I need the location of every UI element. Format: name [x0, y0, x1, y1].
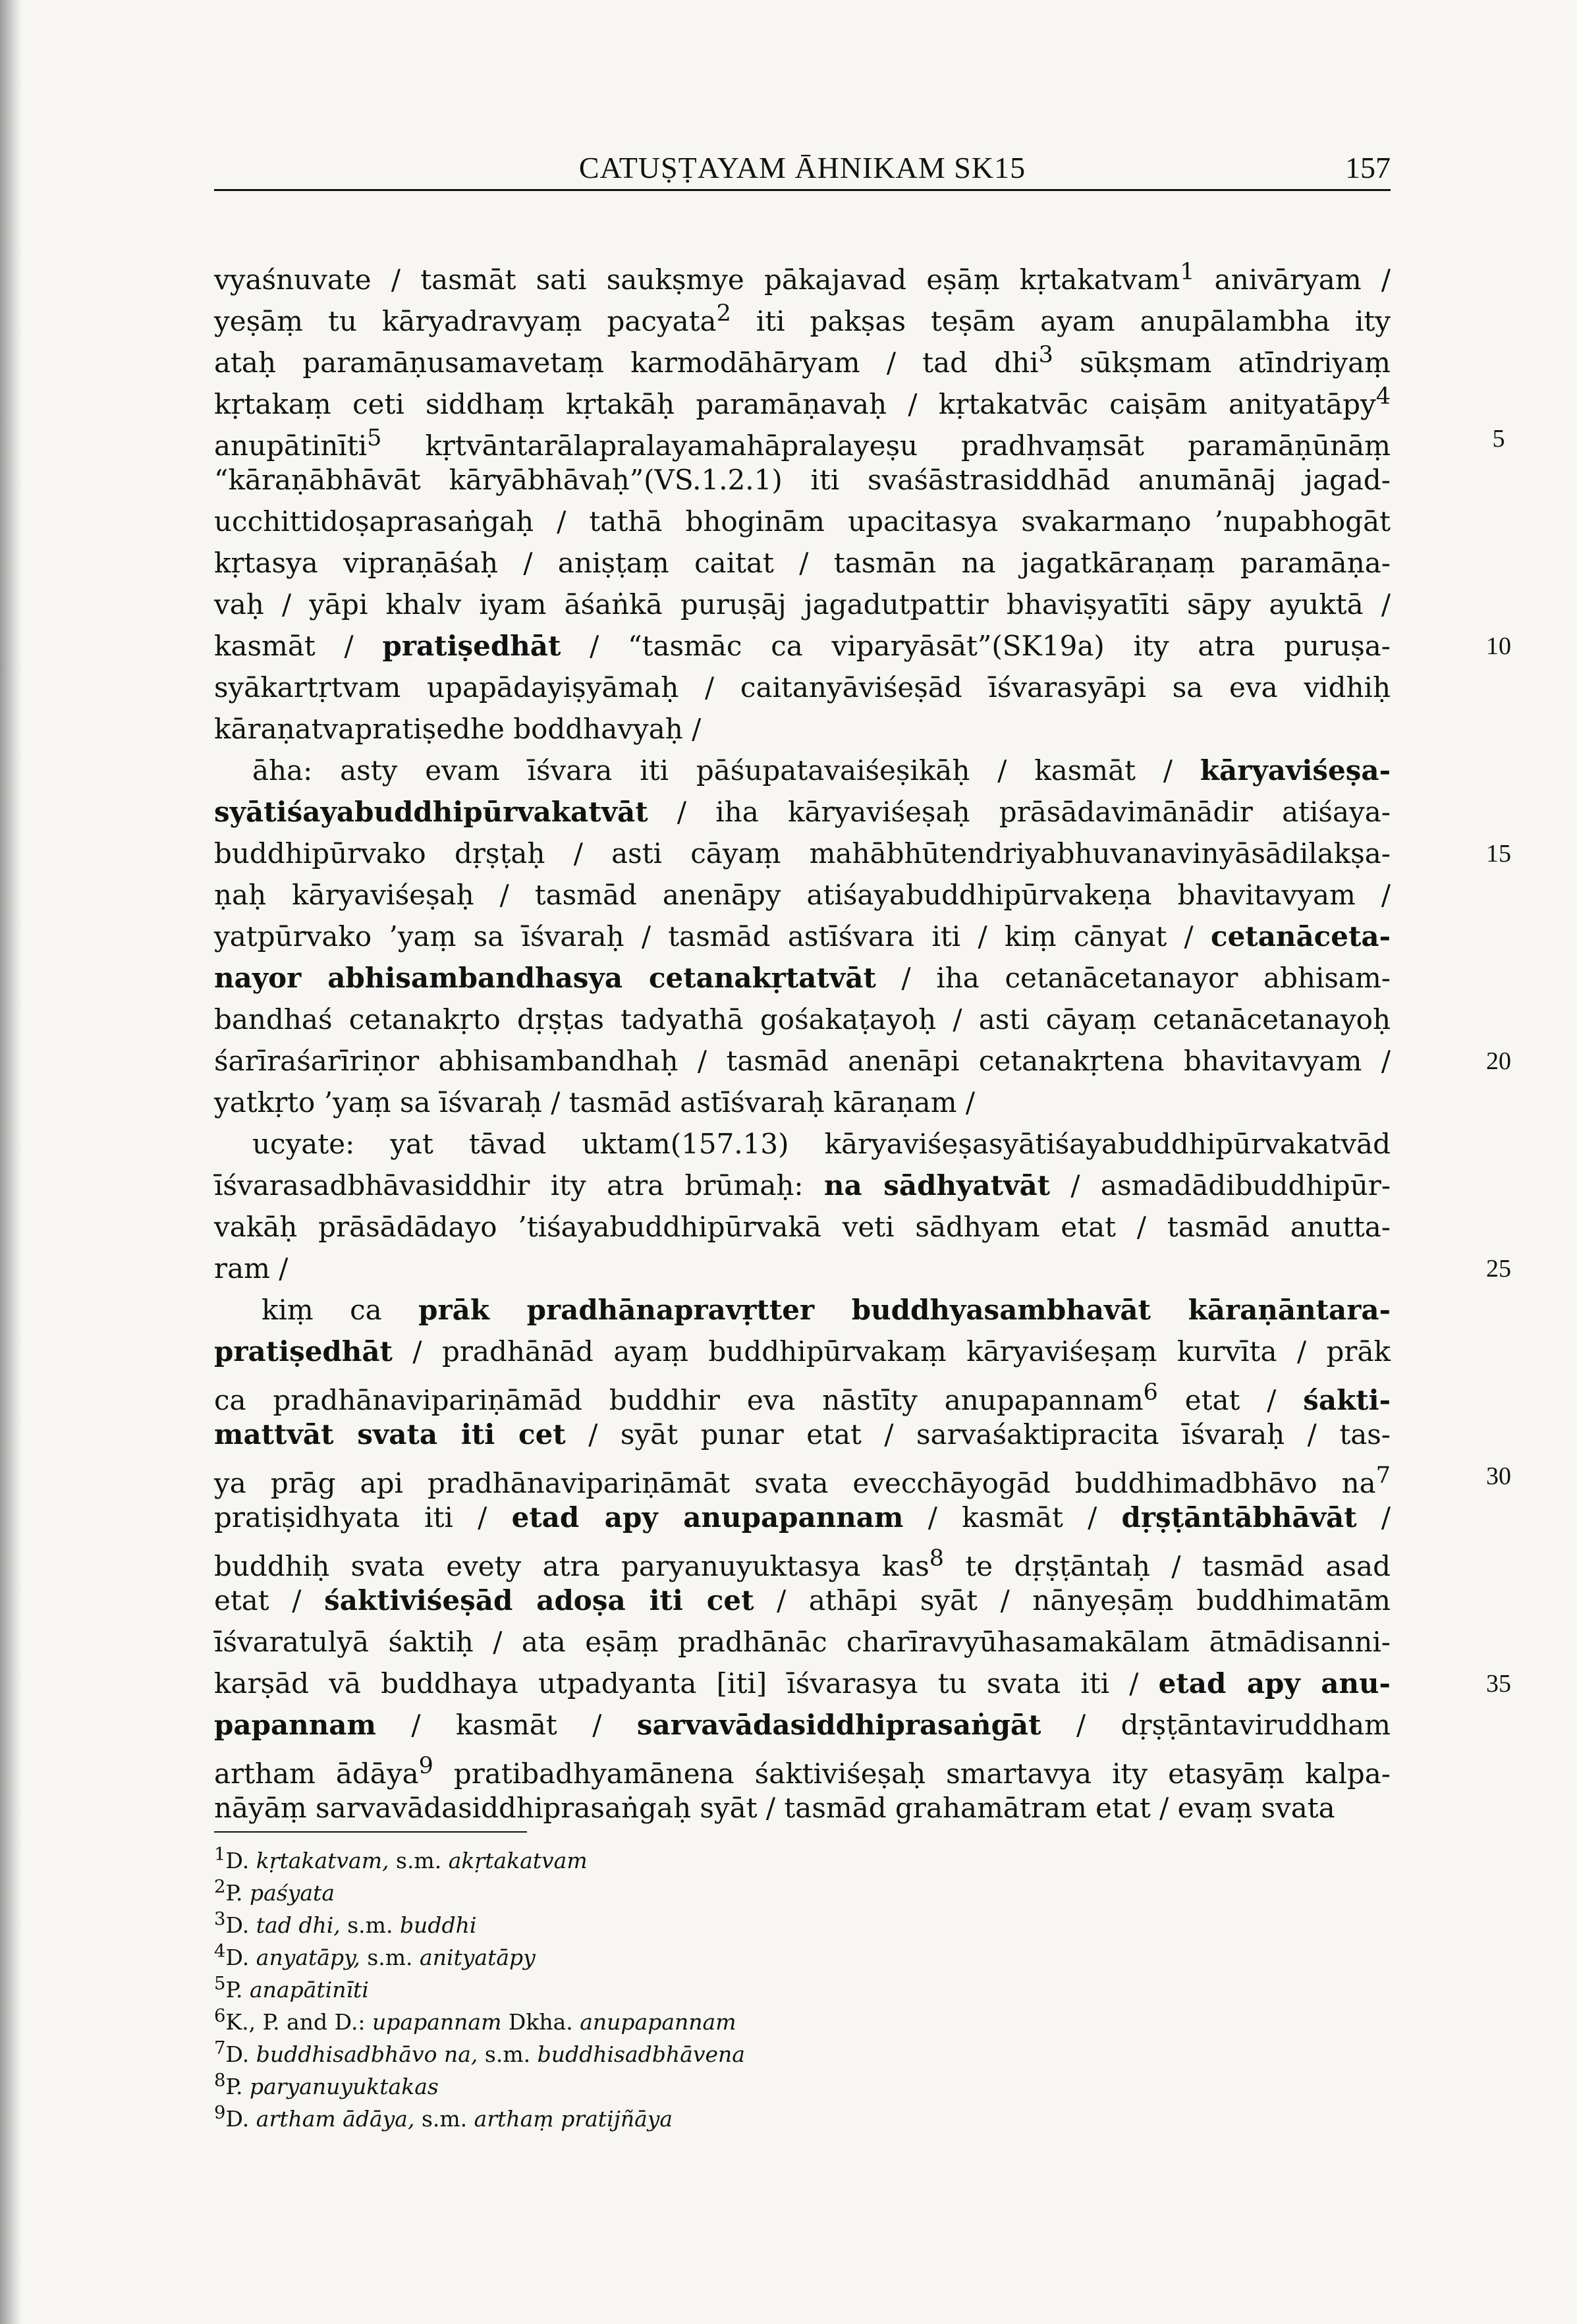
text-run: s.m.	[340, 1912, 400, 1938]
text-run: K., P. and D.:	[225, 2009, 373, 2035]
footnote	[214, 1935, 1391, 1968]
text-run: / “tasmāc ca viparyāsāt”(SK19a) ity atra puruṣa-	[561, 630, 1391, 662]
bold-term: mattvāt svata iti cet	[214, 1418, 566, 1451]
text-run: karṣād vā buddhaya utpadyanta [iti] īśvarasya tu svata iti /	[214, 1667, 1159, 1700]
note-marker: 3	[214, 1908, 226, 1929]
bold-term: cetanāceta-	[1211, 920, 1391, 953]
note-marker: 9	[214, 2102, 226, 2123]
text-run: /	[1356, 1501, 1391, 1534]
italic-reading: kṛtakatvam,	[256, 1848, 389, 1873]
text-run: yeṣāṃ tu kāryadravyaṃ pacyata	[214, 305, 717, 337]
text-run: te dṛṣṭāntaḥ / tasmād asad	[944, 1550, 1391, 1582]
text-line	[214, 1082, 1391, 1123]
text-run: / syāt punar etat / sarvaśaktipracita īśvaraḥ / tas-	[565, 1418, 1391, 1451]
note-marker: 6	[214, 2005, 226, 2026]
text-run: s.m.	[360, 1945, 420, 1970]
bold-term: śakti-	[1303, 1384, 1391, 1416]
text-run: Dkha.	[501, 2009, 580, 2035]
text-line	[214, 376, 1391, 418]
note-marker: 9	[418, 1753, 433, 1779]
text-run: s.m.	[478, 2041, 538, 2067]
italic-reading: anapātinīti	[250, 1977, 369, 2003]
text-line	[214, 1497, 1391, 1538]
text-run: syākartṛtvam upapādayiṣyāmaḥ / caitanyāviśeṣād īśvarasyāpi sa eva vidhiḥ	[214, 671, 1391, 704]
text-line	[214, 459, 1391, 501]
text-line	[214, 916, 1391, 957]
italic-reading: paryanuyuktakas	[250, 2074, 439, 2099]
text-run: kṛtvāntarālapralayamahāpralayeṣu pradhvaṃsāt paramāṇūnāṃ	[381, 429, 1391, 462]
running-head-title: CATUṢṬAYAM ĀHNIKAM SK15	[578, 151, 1026, 184]
text-run: etat /	[214, 1584, 325, 1617]
text-run: sūkṣmam atīndriyaṃ	[1053, 346, 1391, 379]
text-run: īśvaratulyā śaktiḥ / ata eṣāṃ pradhānāc charīravyūhasamakālam ātmādisanni-	[214, 1626, 1391, 1658]
text-run: P.	[225, 1880, 250, 1906]
text-run: s.m.	[414, 2106, 474, 2132]
text-run: iti pakṣas teṣām ayam anupālambha ity	[731, 305, 1391, 337]
note-marker: 8	[929, 1545, 945, 1572]
text-line	[214, 1165, 1391, 1206]
text-line	[214, 1372, 1391, 1414]
note-marker: 3	[1038, 342, 1053, 368]
text-run: yatkṛto ’yaṃ sa īśvaraḥ / tasmād astīśvaraḥ kāraṇam /	[214, 1086, 976, 1119]
italic-reading: buddhi	[399, 1912, 477, 1938]
text-line	[214, 1663, 1391, 1704]
bold-term: śaktiviśeṣād adoṣa iti cet	[324, 1584, 754, 1617]
text-line	[214, 1580, 1391, 1621]
header-rule	[214, 189, 1391, 191]
footnote	[214, 1871, 1391, 1906]
note-marker: 2	[214, 1876, 226, 1897]
line-number: 5	[1492, 425, 1505, 453]
footnote	[214, 1903, 1391, 1938]
italic-reading: akṛtakatvam	[448, 1848, 588, 1873]
note-marker: 4	[214, 1941, 226, 1962]
text-line	[214, 1289, 1391, 1331]
note-marker: 2	[716, 300, 731, 327]
text-line	[214, 708, 1391, 750]
text-line	[214, 750, 1391, 791]
text-line	[214, 1248, 1391, 1289]
text-line	[214, 584, 1391, 625]
bold-term: prāk pradhānapravṛtter buddhyasambhavāt kāraṇāntara-	[418, 1294, 1391, 1326]
note-marker: 5	[367, 425, 382, 451]
text-run: / kasmāt /	[375, 1709, 637, 1741]
text-line	[214, 833, 1391, 874]
line-number: 10	[1486, 632, 1511, 660]
text-run: / dṛṣṭāntaviruddham	[1041, 1709, 1391, 1741]
text-run: “kāraṇābhāvāt kāryābhāvaḥ”(VS.1.2.1) iti svaśāstrasiddhād anumānāj jagad-	[214, 464, 1391, 496]
text-run: īśvarasadbhāvasiddhir ity atra brūmaḥ:	[214, 1169, 824, 1202]
text-run: vyaśnuvate / tasmāt sati saukṣmye pākajavad eṣāṃ kṛtakatvam	[214, 263, 1180, 296]
bold-term: pratiṣedhāt	[382, 630, 561, 662]
note-marker: 5	[214, 1973, 226, 1994]
text-run: buddhiḥ svata evety atra paryanuyuktasya kas	[214, 1550, 929, 1582]
text-run: kiṃ ca	[262, 1294, 419, 1326]
text-run: / pradhānād ayaṃ buddhipūrvakaṃ kāryaviśeṣaṃ kurvīta / prāk	[392, 1335, 1391, 1368]
text-run: D.	[225, 1912, 256, 1938]
text-run: / kasmāt /	[903, 1501, 1122, 1534]
text-run: kasmāt /	[214, 630, 383, 662]
text-line	[214, 1704, 1391, 1746]
text-run: ca pradhānavipariṇāmād buddhir eva nāstīty anupapannam	[214, 1384, 1144, 1416]
text-run: vakāḥ prāsādādayo ’tiśayabuddhipūrvakā veti sādhyam etat / tasmād anutta-	[214, 1211, 1391, 1243]
text-line	[214, 1538, 1391, 1580]
text-line	[214, 957, 1391, 999]
italic-reading: anityatāpy	[420, 1945, 536, 1970]
text-run: ṇaḥ kāryaviśeṣaḥ / tasmād anenāpy atiśayabuddhipūrvakeṇa bhavitavyam /	[214, 879, 1391, 911]
text-line	[214, 1746, 1391, 1790]
text-run: buddhipūrvako dṛṣṭaḥ / asti cāyaṃ mahābhūtendriyabhuvanavinyāsādilakṣa-	[214, 837, 1391, 870]
text-run: ucchittidoṣaprasaṅgaḥ / tathā bhoginām upacitasya svakarmaṇo ’nupabhogāt	[214, 505, 1391, 538]
bold-term: papannam	[214, 1709, 376, 1741]
italic-reading: buddhisadbhāvo na,	[256, 2041, 478, 2067]
text-line	[214, 335, 1391, 379]
text-run: ataḥ paramāṇusamavetaṃ karmodāhāryam / tad dhi	[214, 346, 1039, 379]
text-line	[214, 667, 1391, 708]
italic-reading: paśyata	[250, 1880, 335, 1906]
footnote	[214, 2032, 1391, 2067]
italic-reading: arthaṃ pratijñāya	[474, 2106, 673, 2132]
footnote	[214, 1839, 1391, 1871]
text-line	[214, 1414, 1391, 1455]
line-number: 35	[1486, 1670, 1511, 1698]
text-line	[214, 1621, 1391, 1663]
text-run: nāyāṃ sarvavādasiddhiprasaṅgaḥ syāt / tasmād grahamātram etat / evaṃ svata	[214, 1792, 1335, 1824]
text-run: D.	[225, 1945, 256, 1970]
footnote	[214, 1968, 1391, 2003]
italic-reading: upapannam	[372, 2009, 502, 2035]
text-line	[214, 1455, 1391, 1497]
note-marker: 4	[1375, 383, 1391, 410]
text-run: ucyate: yat tāvad uktam(157.13) kāryaviśeṣasyātiśayabuddhipūrvakatvād	[252, 1128, 1391, 1160]
text-run: artham ādāya	[214, 1757, 419, 1790]
bold-term: nayor abhisambandhasya cetanakṛtatvāt	[214, 962, 876, 994]
binding-shadow	[0, 0, 22, 2324]
text-run: / iha kāryaviśeṣaḥ prāsādavimānādir atiśaya-	[648, 796, 1391, 828]
text-line	[214, 418, 1391, 462]
bold-term: kāryaviśeṣa-	[1200, 754, 1391, 787]
text-run: pratibadhyamānena śaktiviśeṣaḥ smartavya ity etasyāṃ kalpa-	[433, 1757, 1391, 1790]
footnote	[214, 2064, 1391, 2097]
bold-term: etad apy anu-	[1158, 1667, 1391, 1700]
text-run: D.	[225, 2041, 256, 2067]
text-line	[214, 1040, 1391, 1082]
bold-term: pratiṣedhāt	[214, 1335, 393, 1368]
text-line	[214, 542, 1391, 584]
text-line	[214, 501, 1391, 542]
page-number: 157	[1345, 151, 1391, 184]
text-line	[214, 1331, 1391, 1372]
text-run: D.	[225, 1848, 256, 1873]
text-run: / asmadādibuddhipūr-	[1050, 1169, 1391, 1202]
footnote-rule	[214, 1831, 527, 1833]
text-run: s.m.	[389, 1848, 449, 1873]
note-marker: 6	[1143, 1379, 1158, 1406]
text-run: pratiṣidhyata iti /	[214, 1501, 512, 1534]
main-text	[214, 252, 1391, 1829]
line-number: 20	[1486, 1047, 1511, 1075]
text-line	[214, 625, 1391, 667]
text-run: kṛtasya vipraṇāśaḥ / aniṣṭaṃ caitat / tasmān na jagatkāraṇaṃ paramāṇa-	[214, 547, 1391, 579]
text-run: ya prāg api pradhānavipariṇāmāt svata evecchāyogād buddhimadbhāvo na	[214, 1467, 1376, 1499]
text-run: kṛtakaṃ ceti siddhaṃ kṛtakāḥ paramāṇavaḥ / kṛtakatvāc caiṣām anityatāpy	[214, 388, 1376, 420]
line-number: 30	[1486, 1462, 1511, 1490]
italic-reading: artham ādāya,	[256, 2106, 415, 2132]
text-run: anupātinīti	[214, 429, 368, 462]
text-line	[214, 874, 1391, 916]
text-line	[214, 791, 1391, 833]
text-run: kāraṇatvapratiṣedhe boddhavyaḥ /	[214, 713, 702, 745]
note-marker: 7	[1375, 1462, 1391, 1489]
bold-term: etad apy anupapannam	[511, 1501, 904, 1534]
bold-term: dṛṣṭāntābhāvāt	[1121, 1501, 1357, 1534]
text-run: anivāryam /	[1194, 263, 1391, 296]
text-line	[214, 1206, 1391, 1248]
bold-term: syātiśayabuddhipūrvakatvāt	[214, 796, 648, 828]
text-run: P.	[225, 1977, 250, 2003]
text-run: yatpūrvako ’yaṃ sa īśvaraḥ / tasmād astīśvara iti / kiṃ cānyat /	[214, 920, 1211, 953]
text-run: āha: asty evam īśvara iti pāśupatavaiśeṣikāḥ / kasmāt /	[252, 754, 1200, 787]
note-marker: 7	[214, 2037, 226, 2059]
footnote	[214, 2097, 1391, 2132]
footnote	[214, 2000, 1391, 2035]
text-line	[214, 252, 1391, 296]
italic-reading: tad dhi,	[256, 1912, 341, 1938]
text-line	[214, 293, 1391, 335]
line-number: 25	[1486, 1255, 1511, 1283]
italic-reading: anyatāpy,	[256, 1945, 360, 1970]
text-run: / iha cetanācetanayor abhisam-	[875, 962, 1391, 994]
note-marker: 1	[214, 1844, 226, 1865]
bold-term: na sādhyatvāt	[823, 1169, 1051, 1202]
text-run: śarīraśarīriṇor abhisambandhaḥ / tasmād anenāpi cetanakṛtena bhavitavyam /	[214, 1045, 1391, 1077]
text-run: vaḥ / yāpi khalv iyam āśaṅkā puruṣāj jagadutpattir bhaviṣyatīti sāpy ayuktā /	[214, 588, 1391, 621]
text-run: / athāpi syāt / nānyeṣāṃ buddhimatām	[754, 1584, 1391, 1617]
text-run: P.	[225, 2074, 250, 2099]
italic-reading: anupapannam	[580, 2009, 736, 2035]
italic-reading: buddhisadbhāvena	[537, 2041, 745, 2067]
note-marker: 1	[1180, 259, 1195, 285]
text-run: D.	[225, 2106, 256, 2132]
text-run: etat /	[1157, 1384, 1304, 1416]
text-run: bandhaś cetanakṛto dṛṣṭas tadyathā gośakaṭayoḥ / asti cāyaṃ cetanācetanayoḥ	[214, 1003, 1391, 1036]
text-line	[214, 999, 1391, 1040]
line-number: 15	[1486, 840, 1511, 868]
running-head	[214, 146, 1391, 186]
note-marker: 8	[214, 2070, 226, 2091]
footnotes	[214, 1839, 1391, 2132]
text-line	[214, 1123, 1391, 1165]
bold-term: sarvavādasiddhiprasaṅgāt	[636, 1709, 1041, 1741]
text-run: ram /	[214, 1252, 289, 1285]
text-line	[214, 1787, 1391, 1829]
